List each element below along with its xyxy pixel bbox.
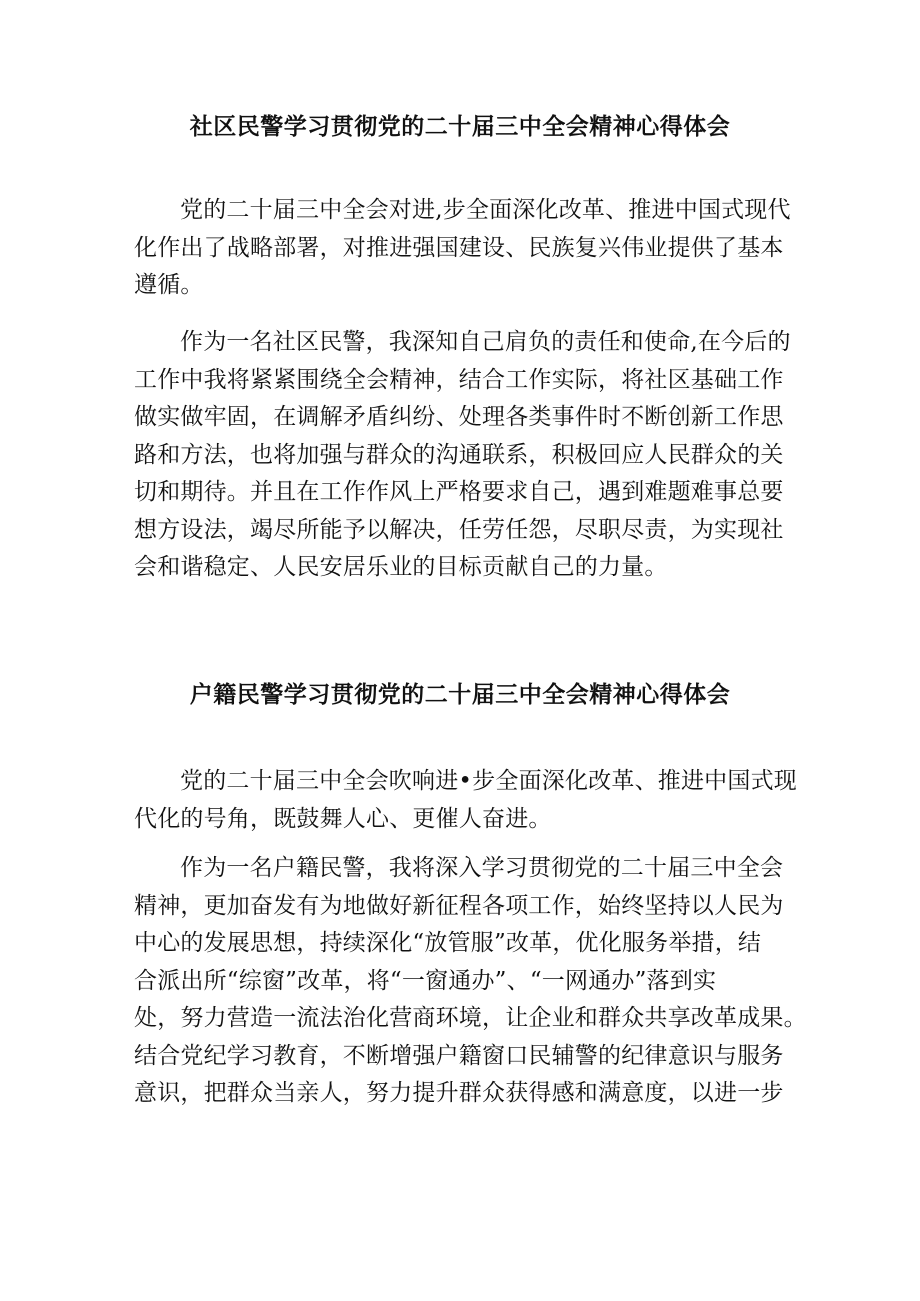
paragraph-line: 精神，更加奋发有为地做好新征程各项工作，始终坚持以人民为 bbox=[134, 892, 784, 919]
paragraph-line: 作为一名社区民警，我深知自己肩负的责任和使命,在今后的 bbox=[180, 329, 791, 355]
paragraph-line: 党的二十届三中全会对进,步全面深化改革、推进中国式现代 bbox=[180, 197, 791, 223]
paragraph-line: 结合党纪学习教育，不断增强户籍窗口民辅警的纪律意识与服务 bbox=[134, 1042, 784, 1069]
paragraph-line: 化作出了战略部署，对推进强国建设、民族复兴伟业提供了基本 bbox=[134, 234, 784, 261]
paragraph-line: 作为一名户籍民警，我将深入学习贯彻党的二十届三中全会 bbox=[180, 855, 784, 881]
paragraph-line: 处，努力营造一流法治化营商环境，让企业和群众共享改革成果。 bbox=[134, 1005, 807, 1031]
paragraph-line: 想方设法，竭尽所能予以解决，任劳任怨，尽职尽责，为实现社 bbox=[134, 516, 784, 543]
paragraph-line: 代化的号角，既鼓舞人心、更催人奋进。 bbox=[134, 805, 552, 832]
paragraph-line: 遵循。 bbox=[134, 272, 204, 298]
paragraph-line: 意识，把群众当亲人，努力提升群众获得感和满意度，以进一步 bbox=[134, 1080, 784, 1106]
section-1-title: 社区民警学习贯彻党的二十届三中全会精神心得体会 bbox=[189, 114, 731, 140]
section-2-title: 户籍民警学习贯彻党的二十届三中全会精神心得体会 bbox=[189, 682, 731, 708]
paragraph-line: 中心的发展思想，持续深化“放管服”改革，优化服务举措，结 bbox=[134, 930, 762, 956]
paragraph-line: 党的二十届三中全会吹响进•步全面深化改革、推进中国式现 bbox=[180, 768, 797, 794]
section-1-paragraph-1 bbox=[134, 192, 794, 305]
paragraph-line: 做实做牢固，在调解矛盾纠纷、处理各类事件时不断创新工作思 bbox=[134, 404, 784, 430]
paragraph-line: 合派出所“综窗”改革，将“一窗通办”、“一网通办”落到实 bbox=[134, 967, 717, 994]
paragraph-line: 会和谐稳定、人民安居乐业的目标贡献自己的力量。 bbox=[134, 554, 668, 580]
paragraph-line: 工作中我将紧紧围绕全会精神，结合工作实际，将社区基础工作 bbox=[134, 366, 784, 393]
section-2-paragraph-1 bbox=[134, 763, 797, 838]
paragraph-line: 切和期待。并且在工作作风上严格要求自己，遇到难题难事总要 bbox=[134, 479, 784, 505]
section-1-paragraph-2 bbox=[134, 324, 794, 587]
section-2-paragraph-2 bbox=[134, 850, 807, 1113]
paragraph-line: 路和方法，也将加强与群众的沟通联系，积极回应人民群众的关 bbox=[134, 441, 784, 468]
